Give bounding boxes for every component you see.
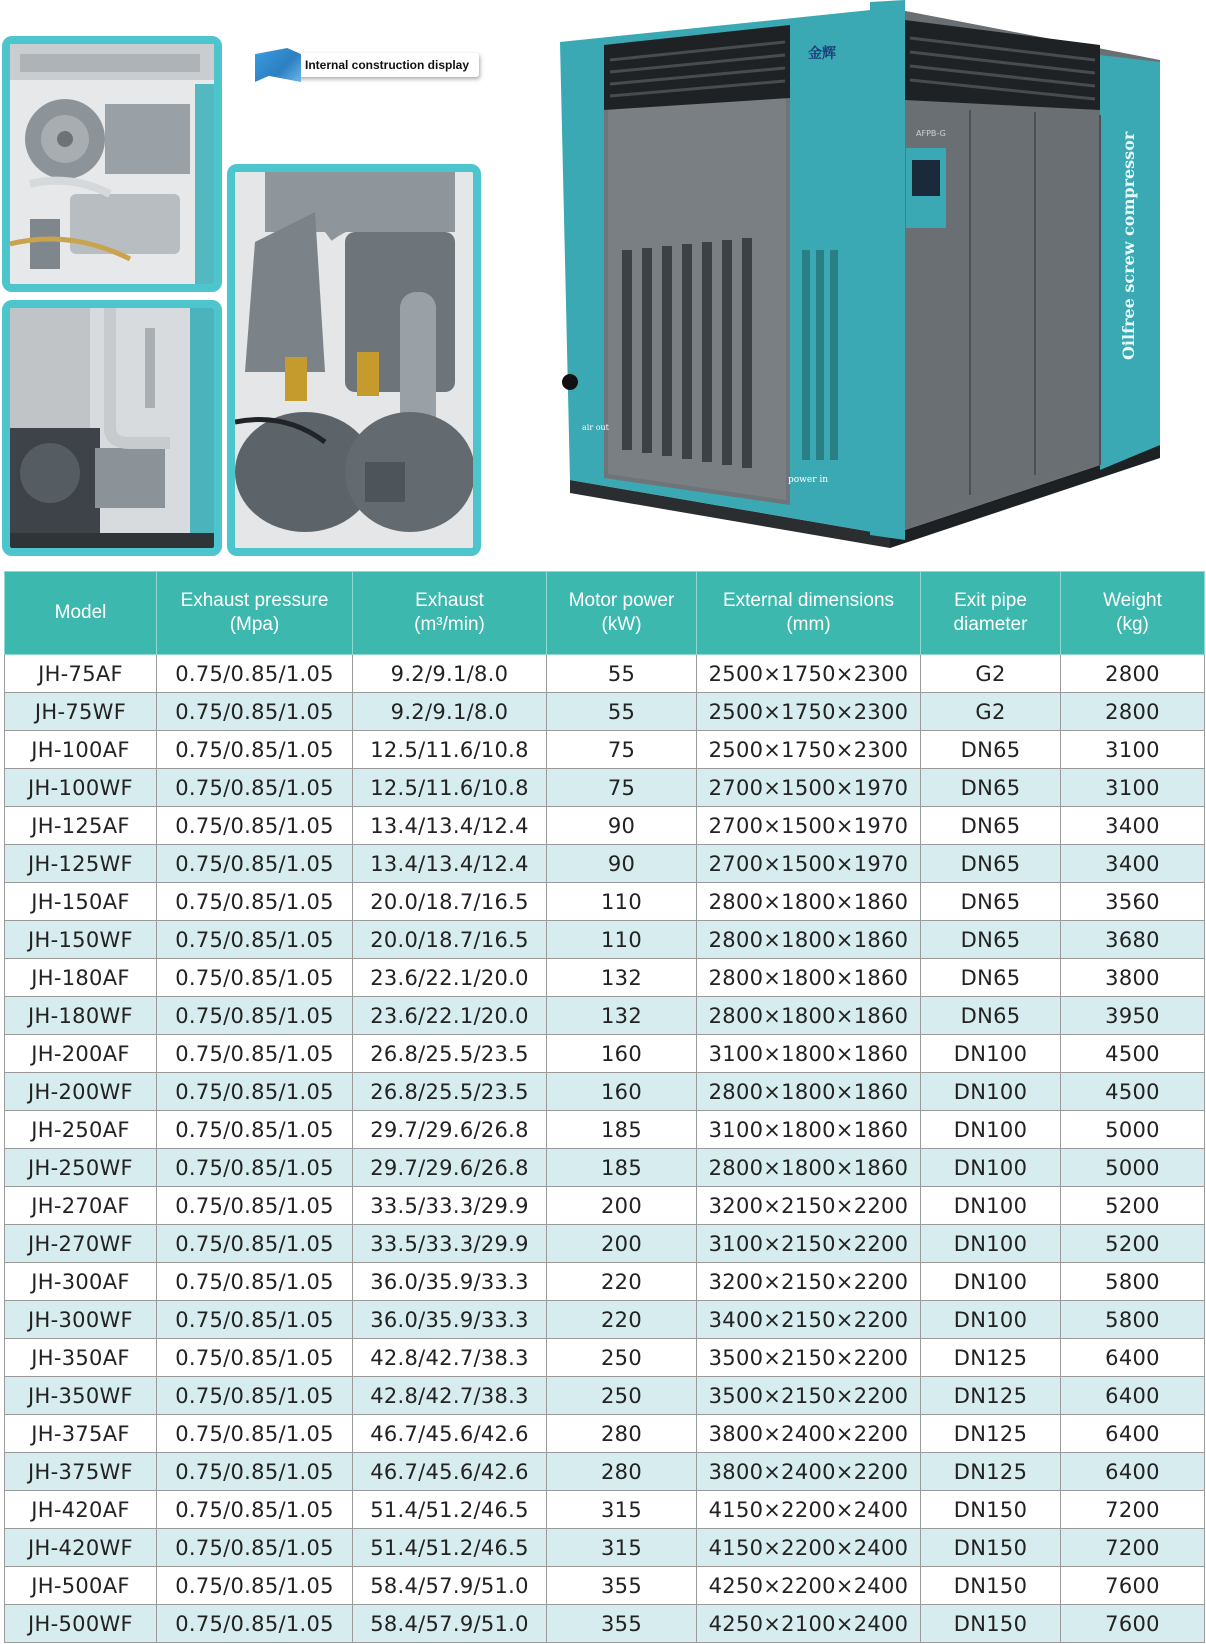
table-cell: 2800×1800×1860 bbox=[697, 959, 921, 997]
table-cell: 13.4/13.4/12.4 bbox=[353, 807, 547, 845]
column-header-line2: (m³/min) bbox=[414, 614, 485, 635]
model-plate: AFPB-G bbox=[916, 129, 946, 138]
table-cell: JH-420AF bbox=[5, 1491, 157, 1529]
table-cell: 132 bbox=[547, 997, 697, 1035]
table-cell: 4150×2200×2400 bbox=[697, 1529, 921, 1567]
table-cell: 51.4/51.2/46.5 bbox=[353, 1491, 547, 1529]
table-cell: 20.0/18.7/16.5 bbox=[353, 883, 547, 921]
table-cell: 2500×1750×2300 bbox=[697, 731, 921, 769]
table-cell: DN65 bbox=[921, 845, 1061, 883]
table-cell: 23.6/22.1/20.0 bbox=[353, 997, 547, 1035]
table-header-row bbox=[5, 572, 1205, 655]
table-cell: 2800×1800×1860 bbox=[697, 883, 921, 921]
table-row bbox=[5, 1301, 1205, 1339]
caption-tag bbox=[255, 50, 479, 80]
table-cell: 132 bbox=[547, 959, 697, 997]
column-header bbox=[921, 572, 1061, 655]
table-cell: 42.8/42.7/38.3 bbox=[353, 1377, 547, 1415]
table-cell: 3800×2400×2200 bbox=[697, 1453, 921, 1491]
column-header bbox=[353, 572, 547, 655]
table-cell: DN100 bbox=[921, 1111, 1061, 1149]
table-cell: JH-350WF bbox=[5, 1377, 157, 1415]
table-cell: 280 bbox=[547, 1453, 697, 1491]
table-cell: 0.75/0.85/1.05 bbox=[157, 1225, 353, 1263]
table-row bbox=[5, 1605, 1205, 1643]
table-row bbox=[5, 1453, 1205, 1491]
table-cell: 2800×1800×1860 bbox=[697, 1149, 921, 1187]
table-cell: 315 bbox=[547, 1491, 697, 1529]
table-cell: 6400 bbox=[1061, 1415, 1205, 1453]
brand-logo: 金辉 bbox=[808, 46, 836, 62]
table-cell: 185 bbox=[547, 1149, 697, 1187]
table-cell: 90 bbox=[547, 845, 697, 883]
column-header-line2: (kg) bbox=[1116, 614, 1149, 635]
table-cell: 4250×2200×2400 bbox=[697, 1567, 921, 1605]
table-cell: 3800 bbox=[1061, 959, 1205, 997]
table-cell: DN125 bbox=[921, 1415, 1061, 1453]
table-cell: 3500×2150×2200 bbox=[697, 1377, 921, 1415]
column-header-line1: Exit pipe bbox=[954, 590, 1027, 611]
table-cell: 7200 bbox=[1061, 1529, 1205, 1567]
table-cell: 2800×1800×1860 bbox=[697, 997, 921, 1035]
table-row bbox=[5, 1377, 1205, 1415]
table-cell: 5000 bbox=[1061, 1111, 1205, 1149]
table-cell: 0.75/0.85/1.05 bbox=[157, 1149, 353, 1187]
table-cell: JH-150WF bbox=[5, 921, 157, 959]
table-cell: DN100 bbox=[921, 1073, 1061, 1111]
table-cell: JH-270AF bbox=[5, 1187, 157, 1225]
table-cell: 2500×1750×2300 bbox=[697, 655, 921, 693]
table-row bbox=[5, 1567, 1205, 1605]
table-cell: 0.75/0.85/1.05 bbox=[157, 1453, 353, 1491]
folded-tag-icon bbox=[255, 48, 301, 82]
table-cell: 4150×2200×2400 bbox=[697, 1491, 921, 1529]
column-header-line1: External dimensions bbox=[722, 590, 895, 611]
table-cell: 6400 bbox=[1061, 1453, 1205, 1491]
table-cell: 3100 bbox=[1061, 769, 1205, 807]
column-header bbox=[1061, 572, 1205, 655]
table-cell: JH-180WF bbox=[5, 997, 157, 1035]
table-cell: JH-180AF bbox=[5, 959, 157, 997]
table-cell: 5200 bbox=[1061, 1225, 1205, 1263]
table-cell: 3100×1800×1860 bbox=[697, 1035, 921, 1073]
table-row bbox=[5, 1149, 1205, 1187]
table-cell: JH-125WF bbox=[5, 845, 157, 883]
table-cell: 51.4/51.2/46.5 bbox=[353, 1529, 547, 1567]
table-cell: 3200×2150×2200 bbox=[697, 1187, 921, 1225]
table-cell: 2800×1800×1860 bbox=[697, 1073, 921, 1111]
table-cell: 5200 bbox=[1061, 1187, 1205, 1225]
table-cell: 160 bbox=[547, 1073, 697, 1111]
table-cell: JH-125AF bbox=[5, 807, 157, 845]
table-cell: JH-250AF bbox=[5, 1111, 157, 1149]
table-cell: DN65 bbox=[921, 997, 1061, 1035]
table-cell: 2800 bbox=[1061, 693, 1205, 731]
table-row bbox=[5, 1339, 1205, 1377]
table-cell: DN65 bbox=[921, 883, 1061, 921]
table-cell: 0.75/0.85/1.05 bbox=[157, 845, 353, 883]
internal-photo-airend bbox=[227, 164, 481, 556]
table-cell: 355 bbox=[547, 1605, 697, 1643]
column-header-line1: Weight bbox=[1103, 590, 1162, 611]
column-header-line1: Exhaust pressure bbox=[180, 590, 329, 611]
table-cell: 7600 bbox=[1061, 1605, 1205, 1643]
table-cell: 110 bbox=[547, 921, 697, 959]
table-cell: 58.4/57.9/51.0 bbox=[353, 1567, 547, 1605]
table-cell: 0.75/0.85/1.05 bbox=[157, 1301, 353, 1339]
table-cell: 3950 bbox=[1061, 997, 1205, 1035]
table-cell: 250 bbox=[547, 1339, 697, 1377]
table-cell: 0.75/0.85/1.05 bbox=[157, 1073, 353, 1111]
table-cell: 0.75/0.85/1.05 bbox=[157, 1111, 353, 1149]
table-cell: JH-150AF bbox=[5, 883, 157, 921]
table-row bbox=[5, 1491, 1205, 1529]
table-cell: JH-420WF bbox=[5, 1529, 157, 1567]
table-cell: DN150 bbox=[921, 1529, 1061, 1567]
table-cell: 2800×1800×1860 bbox=[697, 921, 921, 959]
table-cell: 0.75/0.85/1.05 bbox=[157, 1605, 353, 1643]
table-cell: 2500×1750×2300 bbox=[697, 693, 921, 731]
side-brand-text: Oilfree screw compressor bbox=[1119, 131, 1138, 360]
table-cell: DN100 bbox=[921, 1187, 1061, 1225]
table-cell: 7200 bbox=[1061, 1491, 1205, 1529]
table-row bbox=[5, 997, 1205, 1035]
table-cell: 55 bbox=[547, 693, 697, 731]
table-cell: G2 bbox=[921, 693, 1061, 731]
table-cell: 90 bbox=[547, 807, 697, 845]
table-cell: 0.75/0.85/1.05 bbox=[157, 1377, 353, 1415]
table-cell: 0.75/0.85/1.05 bbox=[157, 731, 353, 769]
table-cell: 13.4/13.4/12.4 bbox=[353, 845, 547, 883]
table-row bbox=[5, 807, 1205, 845]
table-cell: DN65 bbox=[921, 731, 1061, 769]
table-row bbox=[5, 655, 1205, 693]
table-row bbox=[5, 1187, 1205, 1225]
table-cell: 3100×1800×1860 bbox=[697, 1111, 921, 1149]
table-cell: DN65 bbox=[921, 921, 1061, 959]
table-cell: 3800×2400×2200 bbox=[697, 1415, 921, 1453]
table-cell: JH-350AF bbox=[5, 1339, 157, 1377]
table-cell: JH-250WF bbox=[5, 1149, 157, 1187]
column-header-line1: Exhaust bbox=[415, 590, 484, 611]
table-cell: DN100 bbox=[921, 1301, 1061, 1339]
table-cell: 355 bbox=[547, 1567, 697, 1605]
table-cell: 0.75/0.85/1.05 bbox=[157, 693, 353, 731]
table-cell: JH-270WF bbox=[5, 1225, 157, 1263]
table-cell: 0.75/0.85/1.05 bbox=[157, 1035, 353, 1073]
column-header bbox=[697, 572, 921, 655]
table-cell: DN125 bbox=[921, 1453, 1061, 1491]
table-cell: 42.8/42.7/38.3 bbox=[353, 1339, 547, 1377]
table-cell: JH-75WF bbox=[5, 693, 157, 731]
table-cell: 200 bbox=[547, 1187, 697, 1225]
table-cell: JH-200AF bbox=[5, 1035, 157, 1073]
table-cell: 250 bbox=[547, 1377, 697, 1415]
power-in-label: power in bbox=[788, 475, 829, 485]
table-cell: 33.5/33.3/29.9 bbox=[353, 1187, 547, 1225]
table-cell: 46.7/45.6/42.6 bbox=[353, 1453, 547, 1491]
table-cell: JH-100AF bbox=[5, 731, 157, 769]
table-cell: JH-300AF bbox=[5, 1263, 157, 1301]
table-cell: 29.7/29.6/26.8 bbox=[353, 1149, 547, 1187]
table-cell: 185 bbox=[547, 1111, 697, 1149]
table-cell: 12.5/11.6/10.8 bbox=[353, 731, 547, 769]
column-header-line2: (kW) bbox=[601, 614, 642, 635]
table-cell: 20.0/18.7/16.5 bbox=[353, 921, 547, 959]
internal-photo-motor bbox=[2, 300, 222, 556]
table-cell: 0.75/0.85/1.05 bbox=[157, 883, 353, 921]
table-cell: 36.0/35.9/33.3 bbox=[353, 1263, 547, 1301]
table-cell: DN65 bbox=[921, 769, 1061, 807]
table-cell: 3100 bbox=[1061, 731, 1205, 769]
column-header-line2: diameter bbox=[953, 614, 1028, 635]
table-cell: 58.4/57.9/51.0 bbox=[353, 1605, 547, 1643]
table-cell: 0.75/0.85/1.05 bbox=[157, 655, 353, 693]
table-cell: 110 bbox=[547, 883, 697, 921]
table-cell: 2700×1500×1970 bbox=[697, 845, 921, 883]
table-cell: 2700×1500×1970 bbox=[697, 807, 921, 845]
table-cell: 33.5/33.3/29.9 bbox=[353, 1225, 547, 1263]
table-cell: 160 bbox=[547, 1035, 697, 1073]
table-row bbox=[5, 769, 1205, 807]
table-cell: 4500 bbox=[1061, 1035, 1205, 1073]
table-cell: 200 bbox=[547, 1225, 697, 1263]
table-row bbox=[5, 693, 1205, 731]
table-cell: 0.75/0.85/1.05 bbox=[157, 1187, 353, 1225]
table-row bbox=[5, 1111, 1205, 1149]
table-cell: 0.75/0.85/1.05 bbox=[157, 807, 353, 845]
table-cell: 0.75/0.85/1.05 bbox=[157, 959, 353, 997]
table-cell: 280 bbox=[547, 1415, 697, 1453]
table-cell: 75 bbox=[547, 731, 697, 769]
table-cell: 3200×2150×2200 bbox=[697, 1263, 921, 1301]
table-cell: 23.6/22.1/20.0 bbox=[353, 959, 547, 997]
table-cell: 0.75/0.85/1.05 bbox=[157, 997, 353, 1035]
table-cell: JH-500WF bbox=[5, 1605, 157, 1643]
table-row bbox=[5, 1225, 1205, 1263]
table-cell: DN150 bbox=[921, 1567, 1061, 1605]
column-header bbox=[5, 572, 157, 655]
table-cell: 5800 bbox=[1061, 1263, 1205, 1301]
table-cell: 9.2/9.1/8.0 bbox=[353, 693, 547, 731]
table-row bbox=[5, 959, 1205, 997]
table-cell: JH-75AF bbox=[5, 655, 157, 693]
table-cell: DN150 bbox=[921, 1605, 1061, 1643]
table-cell: 3560 bbox=[1061, 883, 1205, 921]
table-cell: 46.7/45.6/42.6 bbox=[353, 1415, 547, 1453]
table-cell: DN100 bbox=[921, 1149, 1061, 1187]
column-header-line2: (mm) bbox=[786, 614, 831, 635]
table-cell: 2800 bbox=[1061, 655, 1205, 693]
table-cell: 3400 bbox=[1061, 807, 1205, 845]
table-cell: 26.8/25.5/23.5 bbox=[353, 1035, 547, 1073]
table-cell: 0.75/0.85/1.05 bbox=[157, 1339, 353, 1377]
table-row bbox=[5, 883, 1205, 921]
table-cell: 36.0/35.9/33.3 bbox=[353, 1301, 547, 1339]
table-row bbox=[5, 1035, 1205, 1073]
table-cell: 3680 bbox=[1061, 921, 1205, 959]
table-cell: 0.75/0.85/1.05 bbox=[157, 921, 353, 959]
table-cell: 315 bbox=[547, 1529, 697, 1567]
table-cell: 6400 bbox=[1061, 1339, 1205, 1377]
table-cell: JH-200WF bbox=[5, 1073, 157, 1111]
column-header-line1: Model bbox=[54, 602, 107, 623]
air-out-label: air out bbox=[582, 423, 609, 432]
table-cell: DN65 bbox=[921, 807, 1061, 845]
table-cell: 7600 bbox=[1061, 1567, 1205, 1605]
table-cell: JH-375AF bbox=[5, 1415, 157, 1453]
table-cell: 6400 bbox=[1061, 1377, 1205, 1415]
column-header-line2: (Mpa) bbox=[229, 614, 280, 635]
table-cell: DN125 bbox=[921, 1377, 1061, 1415]
table-cell: 220 bbox=[547, 1301, 697, 1339]
table-cell: JH-500AF bbox=[5, 1567, 157, 1605]
internal-photo-compressor-head bbox=[2, 36, 222, 292]
table-cell: 0.75/0.85/1.05 bbox=[157, 1491, 353, 1529]
table-row bbox=[5, 1073, 1205, 1111]
table-cell: 0.75/0.85/1.05 bbox=[157, 1415, 353, 1453]
table-cell: DN125 bbox=[921, 1339, 1061, 1377]
table-cell: 3400×2150×2200 bbox=[697, 1301, 921, 1339]
table-cell: 0.75/0.85/1.05 bbox=[157, 1529, 353, 1567]
table-cell: DN100 bbox=[921, 1035, 1061, 1073]
table-row bbox=[5, 921, 1205, 959]
compressor-product-image bbox=[560, 0, 1200, 560]
table-cell: 29.7/29.6/26.8 bbox=[353, 1111, 547, 1149]
table-cell: 9.2/9.1/8.0 bbox=[353, 655, 547, 693]
table-cell: DN65 bbox=[921, 959, 1061, 997]
table-cell: G2 bbox=[921, 655, 1061, 693]
table-cell: 3400 bbox=[1061, 845, 1205, 883]
table-cell: 4250×2100×2400 bbox=[697, 1605, 921, 1643]
table-cell: 4500 bbox=[1061, 1073, 1205, 1111]
table-cell: JH-100WF bbox=[5, 769, 157, 807]
table-cell: 0.75/0.85/1.05 bbox=[157, 1263, 353, 1301]
column-header bbox=[157, 572, 353, 655]
spec-table bbox=[4, 571, 1205, 1643]
column-header-line1: Motor power bbox=[568, 590, 675, 611]
table-cell: 0.75/0.85/1.05 bbox=[157, 1567, 353, 1605]
table-cell: 2700×1500×1970 bbox=[697, 769, 921, 807]
table-cell: 55 bbox=[547, 655, 697, 693]
table-cell: 3500×2150×2200 bbox=[697, 1339, 921, 1377]
table-cell: 220 bbox=[547, 1263, 697, 1301]
table-cell: DN100 bbox=[921, 1263, 1061, 1301]
table-cell: DN100 bbox=[921, 1225, 1061, 1263]
table-cell: 12.5/11.6/10.8 bbox=[353, 769, 547, 807]
table-cell: 5000 bbox=[1061, 1149, 1205, 1187]
table-row bbox=[5, 1415, 1205, 1453]
table-cell: 5800 bbox=[1061, 1301, 1205, 1339]
table-cell: JH-375WF bbox=[5, 1453, 157, 1491]
table-cell: 3100×2150×2200 bbox=[697, 1225, 921, 1263]
table-cell: 75 bbox=[547, 769, 697, 807]
table-row bbox=[5, 1263, 1205, 1301]
table-body bbox=[5, 655, 1205, 1643]
caption-label: Internal construction display bbox=[293, 53, 479, 77]
table-row bbox=[5, 731, 1205, 769]
table-cell: 26.8/25.5/23.5 bbox=[353, 1073, 547, 1111]
table-cell: DN150 bbox=[921, 1491, 1061, 1529]
column-header bbox=[547, 572, 697, 655]
table-row bbox=[5, 1529, 1205, 1567]
table-row bbox=[5, 845, 1205, 883]
table-cell: JH-300WF bbox=[5, 1301, 157, 1339]
table-cell: 0.75/0.85/1.05 bbox=[157, 769, 353, 807]
